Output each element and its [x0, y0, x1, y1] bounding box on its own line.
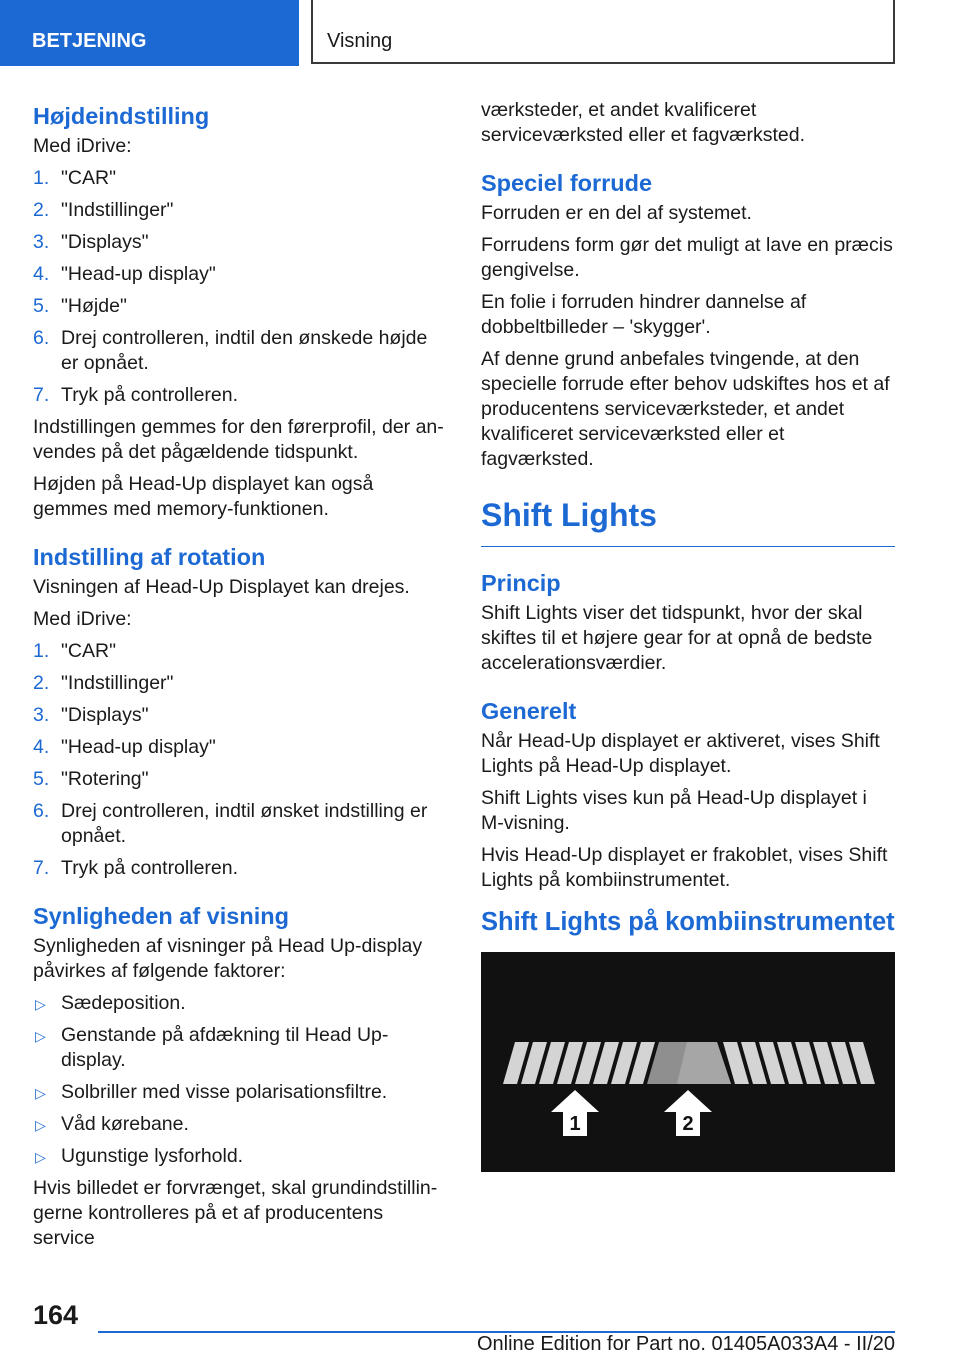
shift-light-segments-left — [503, 1042, 655, 1084]
paragraph: Når Head-Up displayet er aktiveret, vises Shift Lights på Head-Up displayet. — [481, 730, 880, 777]
left-column — [33, 98, 448, 1258]
list-item: ▷ Solbriller med visse polarisationsfiltre. — [33, 1080, 448, 1105]
list-item: 3. "Displays" — [33, 231, 149, 253]
right-column — [481, 98, 895, 1172]
triangle-bullet-icon: ▷ — [35, 1085, 46, 1101]
list-item: 3. "Displays" — [33, 704, 149, 726]
arrow-2-label: 2 — [682, 1113, 694, 1135]
shift-lights-illustration — [481, 952, 895, 1172]
heading-rotation: Indstilling af rotation — [33, 544, 266, 570]
paragraph: Shift Lights vises kun på Head-Up displayet i M-visning. — [481, 787, 867, 834]
paragraph: Shift Lights viser det tidspunkt, hvor der skal skiftes til et højere gear for at opnå de bedste accelerationsværdier. — [481, 602, 873, 674]
paragraph: En folie i forruden hindrer dannelse af dobbeltbilleder – 'skygger'. — [481, 291, 807, 338]
heading-principle: Princip — [481, 570, 561, 596]
list-item: 5. "Rotering" — [33, 768, 149, 790]
paragraph: Hvis Head-Up displayet er frakoblet, vises Shift Lights på kombiinstrumentet. — [481, 844, 888, 891]
paragraph: Visningen af Head-Up Displayet kan drejes. — [33, 576, 410, 598]
list-item: 2. "Indstillinger" — [33, 199, 174, 221]
list-item: ▷ Genstande på afdækning til Head Up-display. — [35, 1024, 389, 1071]
shift-light-segments-right — [723, 1042, 875, 1084]
heading-general: Generelt — [481, 698, 577, 724]
paragraph: Forrudens form gør det muligt at lave en præcis gengivelse. — [481, 234, 893, 281]
list-item: ▷ Ugunstige lysforhold. — [33, 1144, 448, 1169]
triangle-bullet-icon: ▷ — [35, 996, 46, 1012]
list-item: 5. "Højde" — [33, 295, 127, 317]
paragraph: Af denne grund anbefales tvingende, at den specielle forrude efter behov udskiftes hos et af producentens serviceværksteder, et andet kvalificeret serviceværksted eller et fagværksted. — [481, 348, 890, 470]
paragraph: Synligheden af visninger på Head Up-display påvirkes af følgende faktorer: — [33, 935, 423, 982]
steps-height — [33, 166, 448, 408]
list-item: 6. Drej controlleren, indtil ønsket indstilling er opnået. — [33, 800, 428, 847]
arrow-1-label: 1 — [569, 1113, 581, 1135]
chapter-title: Shift Lights — [481, 492, 895, 547]
paragraph: Forruden er en del af systemet. — [481, 202, 752, 224]
arrow-2-icon — [664, 1090, 712, 1136]
intro-idrive: Med iDrive: — [33, 608, 132, 630]
triangle-bullet-icon: ▷ — [35, 1117, 46, 1133]
shift-lights-figure — [481, 952, 895, 1172]
list-item: ▷ Våd kørebane. — [33, 1112, 448, 1137]
list-item: 7. Tryk på controlleren. — [33, 384, 239, 406]
steps-rotation — [33, 639, 448, 881]
heading-shift-lights-cluster: Shift Lights på kombiinstrumentet — [481, 908, 895, 936]
list-item: 7. Tryk på controlleren. — [33, 857, 239, 879]
bullets-visibility — [33, 991, 448, 1169]
arrow-1-icon — [551, 1090, 599, 1136]
paragraph: Indstillingen gemmes for den førerprofil, der anvendes på det pågældende tidspunkt. — [33, 416, 444, 463]
list-item: 4. "Head-up display" — [33, 263, 216, 285]
list-item: 1. "CAR" — [33, 167, 117, 189]
list-item: 6. Drej controlleren, indtil den ønskede højde er opnået. — [33, 327, 428, 374]
page-header — [0, 0, 960, 66]
list-item: 2. "Indstillinger" — [33, 672, 174, 694]
list-item: 1. "CAR" — [33, 640, 117, 662]
edition-note: Online Edition for Part no. 01405A033A4 - II/20 — [476, 1333, 895, 1355]
topic-tab: Visning — [311, 0, 895, 64]
paragraph: Hvis billedet er forvrænget, skal grundindstillingerne kontrolleres på et af producentens service — [33, 1177, 438, 1249]
triangle-bullet-icon: ▷ — [35, 1149, 46, 1165]
heading-height-setting: Højdeindstilling — [33, 103, 210, 129]
heading-visibility: Synligheden af visning — [33, 903, 289, 929]
heading-special-windscreen: Speciel forrude — [481, 170, 653, 196]
intro-idrive: Med iDrive: — [33, 135, 132, 157]
page-number: 164 — [33, 1300, 79, 1330]
list-item: 4. "Head-up display" — [33, 736, 216, 758]
paragraph: Højden på Head-Up displayet kan også gemmes med memory-funktionen. — [33, 473, 374, 520]
triangle-bullet-icon: ▷ — [35, 1028, 46, 1044]
list-item: ▷ Sædeposition. — [33, 991, 448, 1016]
section-tab: BETJENING — [0, 0, 299, 66]
paragraph-continued: værksteder, et andet kvalificeret serviceværksted eller et fagværksted. — [481, 99, 806, 146]
